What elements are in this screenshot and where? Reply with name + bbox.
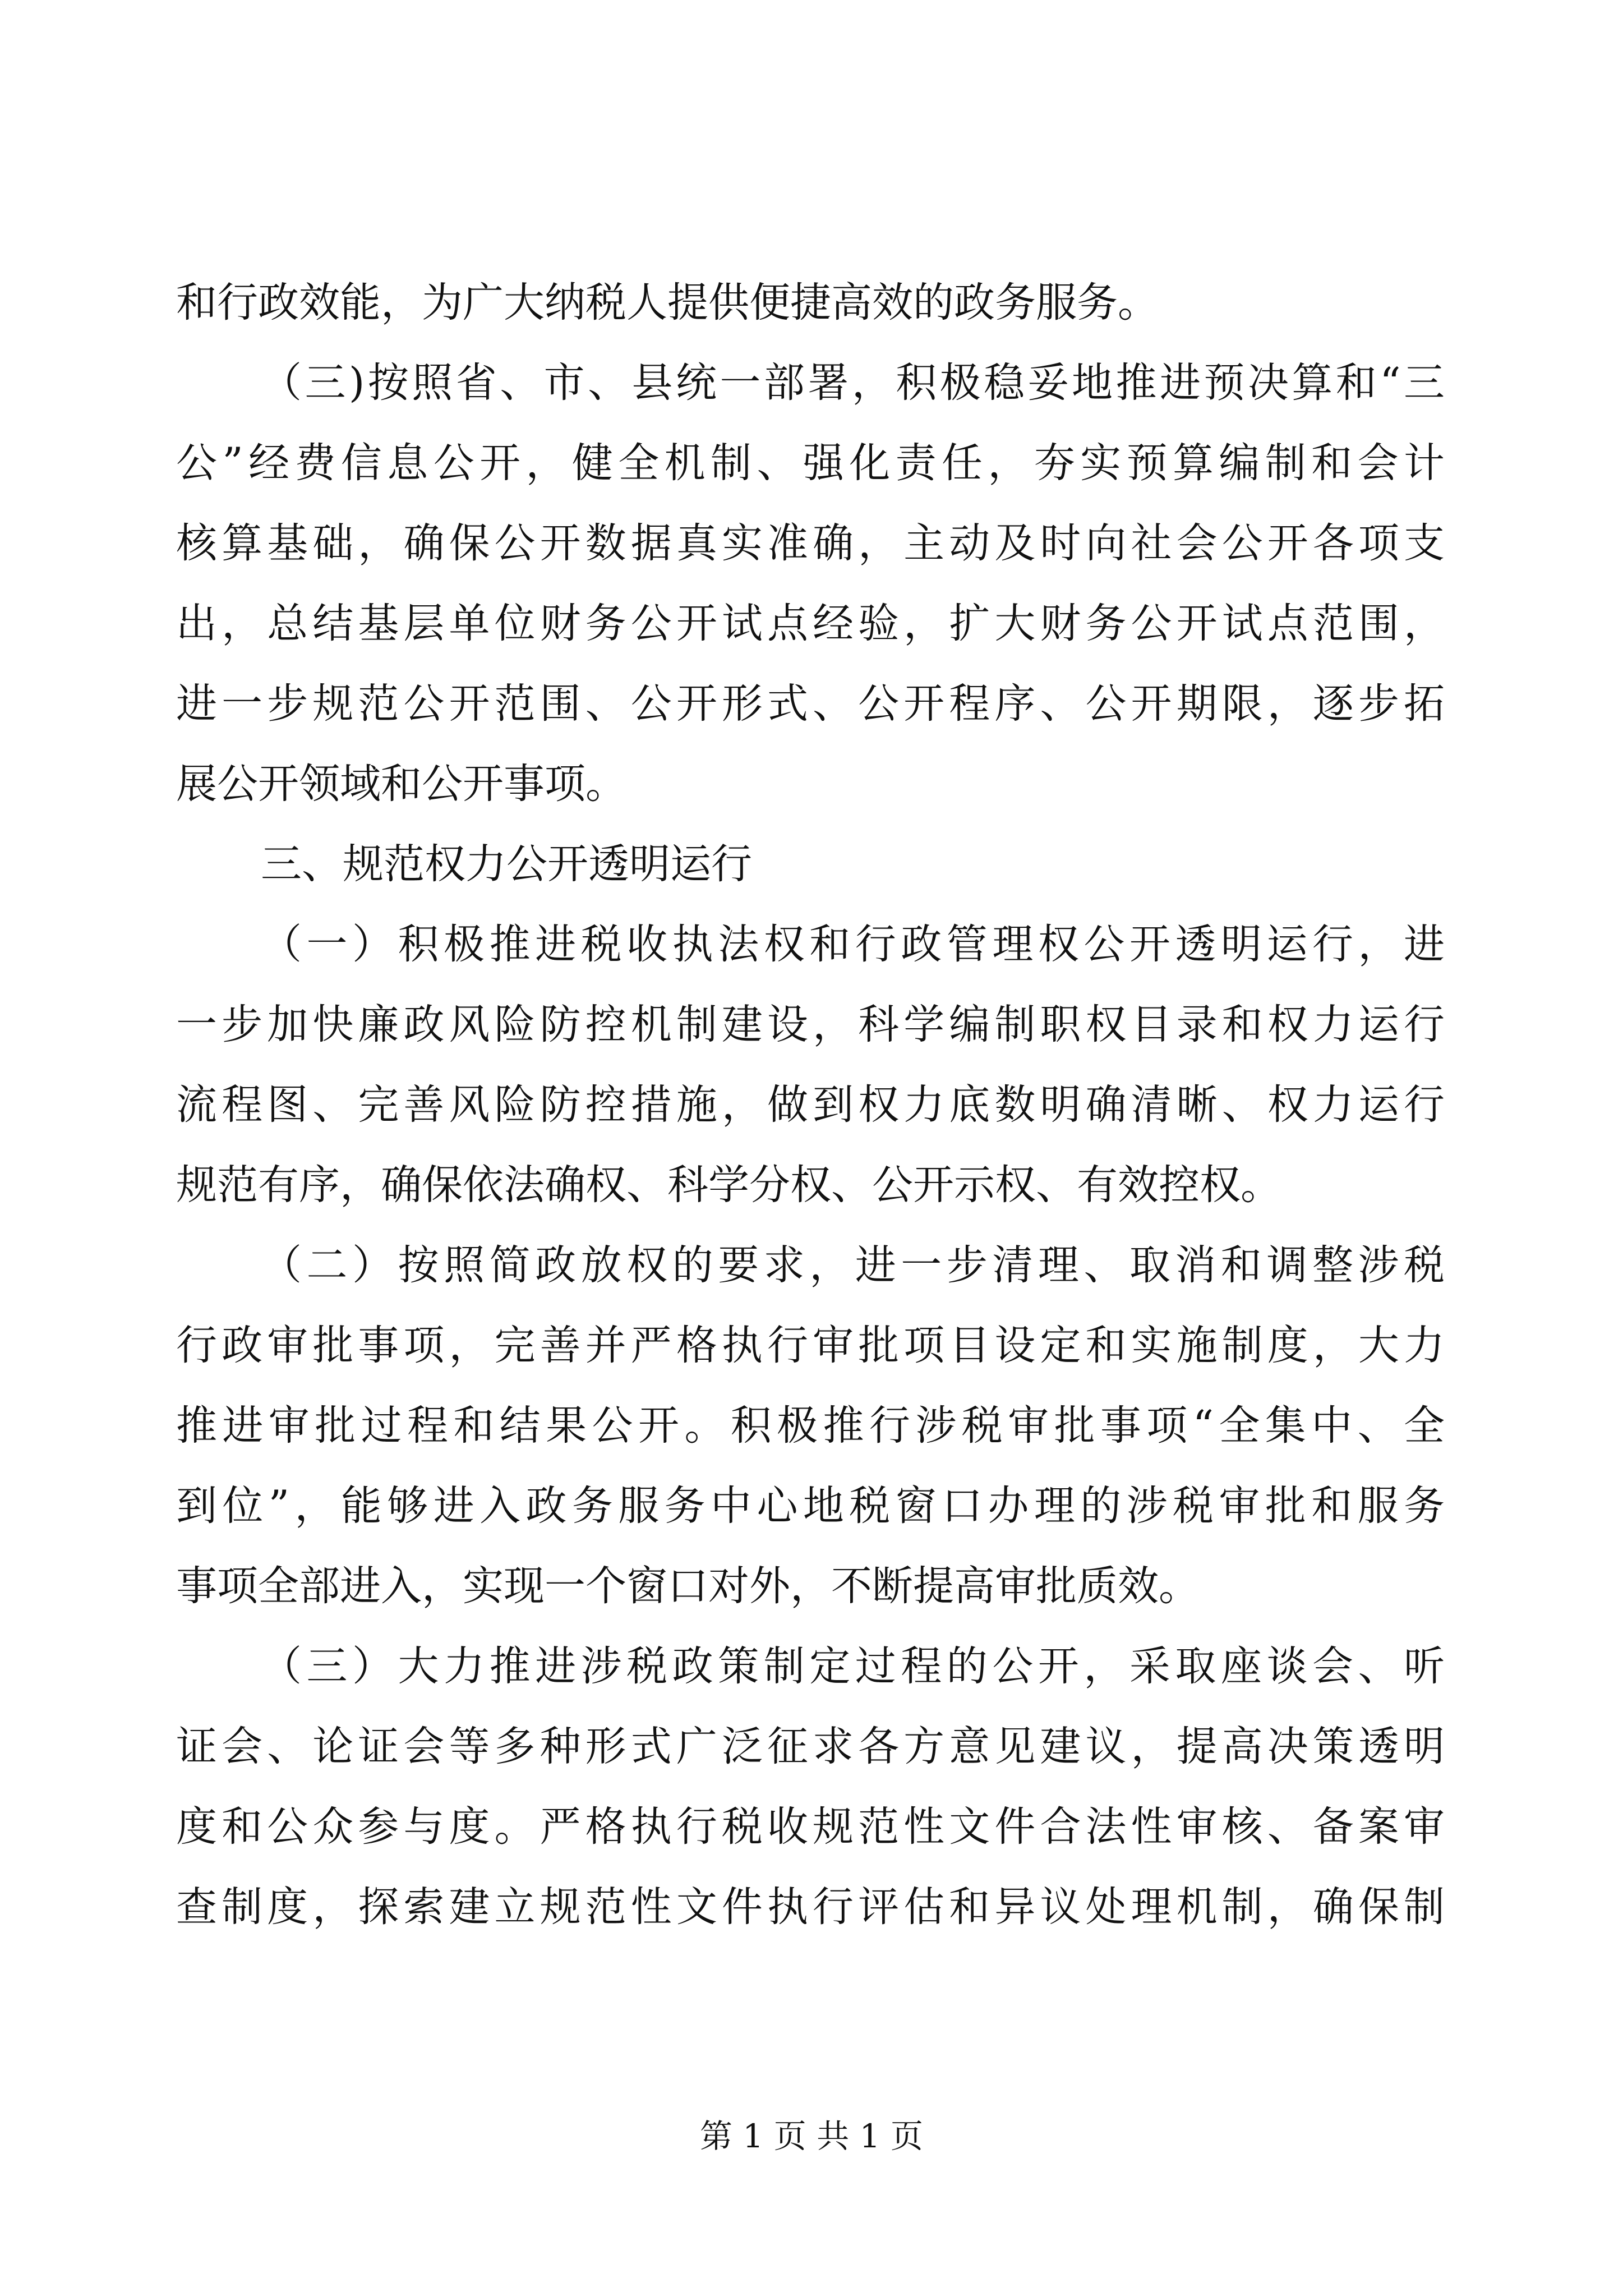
text-line: 行政审批事项，完善并严格执行审批项目设定和实施制度，大力 bbox=[176, 1322, 1445, 1369]
section-heading bbox=[176, 824, 1445, 904]
paragraph bbox=[176, 1626, 1445, 1947]
text-line: （一）积极推进税收执法权和行政管理权公开透明运行，进 bbox=[261, 921, 1445, 968]
text-line: 查制度，探索建立规范性文件执行评估和异议处理机制，确保制 bbox=[176, 1883, 1445, 1931]
document-body bbox=[176, 263, 1445, 1947]
text-line: 公”经费信息公开，健全机制、强化责任，夯实预算编制和会计 bbox=[176, 439, 1445, 487]
text-line: 一步加快廉政风险防控机制建设，科学编制职权目录和权力运行 bbox=[176, 1001, 1445, 1048]
text-line: 度和公众参与度。严格执行税收规范性文件合法性审核、备案审 bbox=[176, 1803, 1445, 1851]
text-line: 进一步规范公开范围、公开形式、公开程序、公开期限，逐步拓 bbox=[176, 680, 1445, 728]
paragraph bbox=[176, 343, 1445, 824]
text-line: （三）大力推进涉税政策制定过程的公开，采取座谈会、听 bbox=[261, 1642, 1445, 1690]
text-line: 推进审批过程和结果公开。积极推行涉税审批事项“全集中、全 bbox=[176, 1402, 1445, 1450]
section-heading-text: 三、规范权力公开透明运行 bbox=[261, 840, 752, 888]
text-line: （二）按照简政放权的要求，进一步清理、取消和调整涉税 bbox=[261, 1241, 1445, 1289]
text-line: 出，总结基层单位财务公开试点经验，扩大财务公开试点范围， bbox=[176, 600, 1445, 647]
paragraph bbox=[176, 1225, 1445, 1626]
paragraph bbox=[176, 263, 1445, 343]
text-line: 和行政效能，为广大纳税人提供便捷高效的政务服务。 bbox=[176, 279, 1159, 326]
text-line: 事项全部进入，实现一个窗口对外，不断提高审批质效。 bbox=[176, 1562, 1200, 1610]
text-line: 展公开领域和公开事项。 bbox=[176, 760, 626, 808]
text-line: 到位”，能够进入政务服务中心地税窗口办理的涉税审批和服务 bbox=[176, 1482, 1445, 1530]
paragraph bbox=[176, 904, 1445, 1225]
text-line: （三)按照省、市、县统一部署，积极稳妥地推进预决算和“三 bbox=[261, 359, 1445, 407]
text-line: 流程图、完善风险防控措施，做到权力底数明确清晰、权力运行 bbox=[176, 1081, 1445, 1129]
text-line: 核算基础，确保公开数据真实准确，主动及时向社会公开各项支 bbox=[176, 519, 1445, 567]
text-line: 证会、论证会等多种形式广泛征求各方意见建议，提高决策透明 bbox=[176, 1723, 1445, 1770]
text-line: 规范有序，确保依法确权、科学分权、公开示权、有效控权。 bbox=[176, 1161, 1281, 1209]
page-footer bbox=[0, 2114, 1623, 2159]
page-number-label: 第 1 页 共 1 页 bbox=[700, 2117, 923, 2155]
